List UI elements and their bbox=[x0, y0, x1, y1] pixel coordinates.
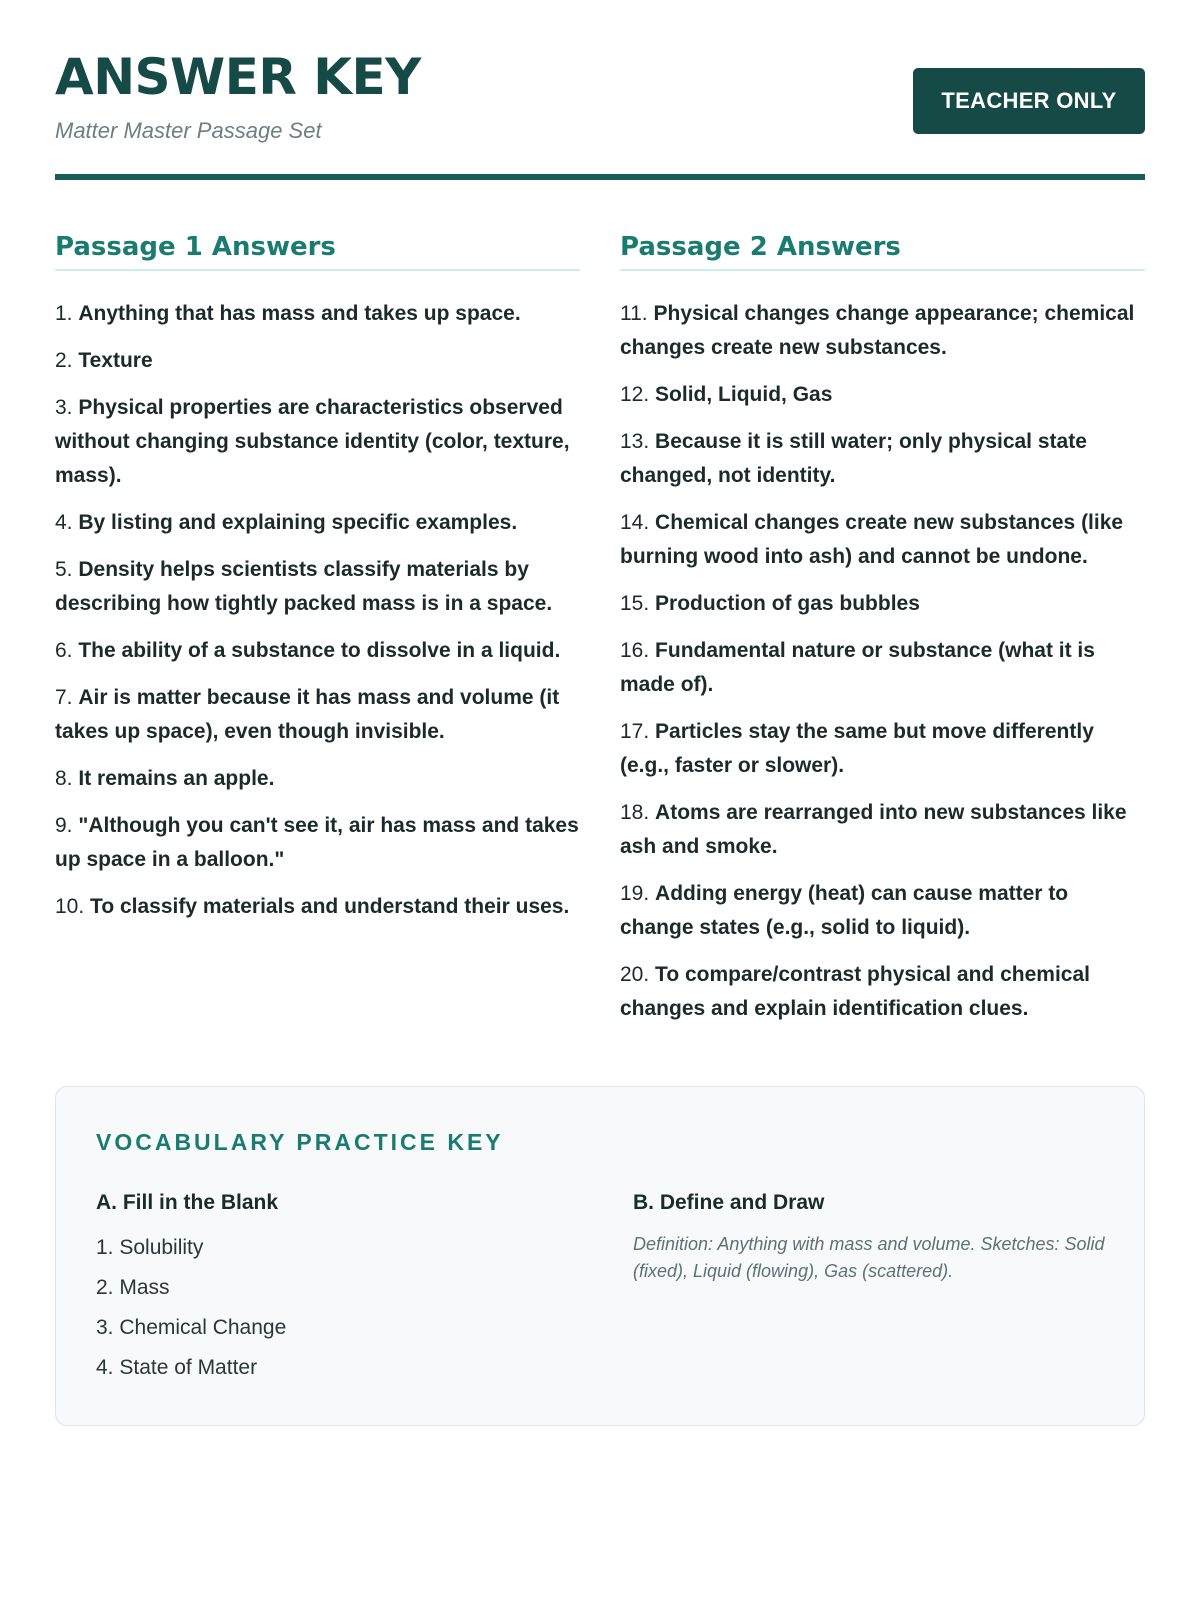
header-divider bbox=[55, 174, 1145, 180]
fill-in-the-blank-title: A. Fill in the Blank bbox=[96, 1191, 279, 1214]
answer-number: 14. bbox=[620, 511, 650, 534]
answer-item bbox=[55, 553, 580, 621]
answer-text: Particles stay the same but move differently (e.g., faster or slower). bbox=[620, 720, 1094, 777]
answer-text: Texture bbox=[78, 349, 153, 372]
answer-item bbox=[620, 715, 1145, 783]
answer-item bbox=[620, 796, 1145, 864]
answer-item bbox=[620, 378, 1145, 412]
vocabulary-practice-key-box bbox=[55, 1086, 1145, 1426]
answer-text: Physical changes change appearance; chemical changes create new substances. bbox=[620, 302, 1135, 359]
answer-number: 15. bbox=[620, 592, 650, 615]
answer-item bbox=[55, 634, 580, 668]
answer-text: To classify materials and understand their uses. bbox=[90, 895, 570, 918]
define-and-draw-section bbox=[633, 1191, 1113, 1285]
answer-number: 1. bbox=[55, 302, 73, 325]
answer-text: Solid, Liquid, Gas bbox=[655, 383, 833, 406]
define-and-draw-text: Definition: Anything with mass and volume. Sketches: Solid (fixed), Liquid (flowing), Gas (scattered). bbox=[633, 1234, 1105, 1281]
answer-item bbox=[55, 391, 580, 493]
fill-in-the-blank-list bbox=[96, 1233, 576, 1383]
answer-item bbox=[620, 297, 1145, 365]
fill-in-blank-item: 2. Mass bbox=[96, 1276, 170, 1299]
answer-text: The ability of a substance to dissolve in a liquid. bbox=[78, 639, 561, 662]
answer-number: 6. bbox=[55, 639, 73, 662]
answer-item bbox=[55, 890, 580, 924]
fill-in-blank-item: 3. Chemical Change bbox=[96, 1316, 287, 1339]
answer-number: 13. bbox=[620, 430, 650, 453]
passage-2-title: Passage 2 Answers bbox=[620, 232, 1145, 271]
page-title: ANSWER KEY bbox=[55, 48, 421, 106]
answer-number: 17. bbox=[620, 720, 650, 743]
answer-item bbox=[55, 344, 580, 378]
passage-1-column bbox=[55, 232, 580, 1039]
answer-number: 20. bbox=[620, 963, 650, 986]
answer-item bbox=[620, 506, 1145, 574]
answer-number: 8. bbox=[55, 767, 73, 790]
answer-text: Physical properties are characteristics observed without changing substance identity (color, texture, mass). bbox=[55, 396, 570, 487]
answer-number: 3. bbox=[55, 396, 73, 419]
answer-text: Adding energy (heat) can cause matter to change states (e.g., solid to liquid). bbox=[620, 882, 1069, 939]
passage-2-answer-list bbox=[620, 297, 1145, 1026]
answer-text: Density helps scientists classify materials by describing how tightly packed mass is in a space. bbox=[55, 558, 553, 615]
answer-number: 2. bbox=[55, 349, 73, 372]
answer-number: 16. bbox=[620, 639, 650, 662]
answer-item bbox=[620, 587, 1145, 621]
answer-number: 10. bbox=[55, 895, 85, 918]
answer-text: It remains an apple. bbox=[78, 767, 275, 790]
answer-item bbox=[55, 681, 580, 749]
teacher-only-badge: TEACHER ONLY bbox=[913, 68, 1145, 134]
passage-2-column bbox=[620, 232, 1145, 1039]
fill-in-blank-item: 4. State of Matter bbox=[96, 1356, 258, 1379]
page-subtitle: Matter Master Passage Set bbox=[55, 118, 322, 143]
header bbox=[55, 0, 1145, 176]
answer-text: To compare/contrast physical and chemical changes and explain identification clues. bbox=[620, 963, 1090, 1020]
answer-item bbox=[55, 506, 580, 540]
passage-1-title: Passage 1 Answers bbox=[55, 232, 580, 271]
answer-number: 4. bbox=[55, 511, 73, 534]
passage-1-answer-list bbox=[55, 297, 580, 924]
answer-columns bbox=[55, 232, 1145, 1039]
answer-text: Because it is still water; only physical state changed, not identity. bbox=[620, 430, 1087, 487]
answer-number: 5. bbox=[55, 558, 73, 581]
fill-in-blank-item: 1. Solubility bbox=[96, 1236, 204, 1259]
answer-item bbox=[620, 958, 1145, 1026]
fill-in-the-blank-section bbox=[96, 1191, 576, 1393]
answer-item bbox=[55, 809, 580, 877]
answer-number: 7. bbox=[55, 686, 73, 709]
answer-number: 11. bbox=[620, 302, 648, 325]
answer-number: 9. bbox=[55, 814, 73, 837]
answer-item bbox=[620, 877, 1145, 945]
answer-text: "Although you can't see it, air has mass and takes up space in a balloon." bbox=[55, 814, 579, 871]
answer-number: 12. bbox=[620, 383, 650, 406]
answer-number: 18. bbox=[620, 801, 650, 824]
define-and-draw-title: B. Define and Draw bbox=[633, 1191, 825, 1214]
answer-text: Air is matter because it has mass and volume (it takes up space), even though invisible. bbox=[55, 686, 560, 743]
answer-text: Anything that has mass and takes up space. bbox=[78, 302, 521, 325]
answer-text: Fundamental nature or substance (what it is made of). bbox=[620, 639, 1095, 696]
answer-item bbox=[620, 634, 1145, 702]
answer-text: Production of gas bubbles bbox=[655, 592, 920, 615]
answer-number: 19. bbox=[620, 882, 650, 905]
vocabulary-title: VOCABULARY PRACTICE KEY bbox=[96, 1129, 504, 1155]
answer-item bbox=[620, 425, 1145, 493]
answer-text: Atoms are rearranged into new substances like ash and smoke. bbox=[620, 801, 1127, 858]
answer-item bbox=[55, 297, 580, 331]
answer-text: Chemical changes create new substances (like burning wood into ash) and cannot be undone. bbox=[620, 511, 1124, 568]
answer-item bbox=[55, 762, 580, 796]
answer-text: By listing and explaining specific examples. bbox=[78, 511, 518, 534]
